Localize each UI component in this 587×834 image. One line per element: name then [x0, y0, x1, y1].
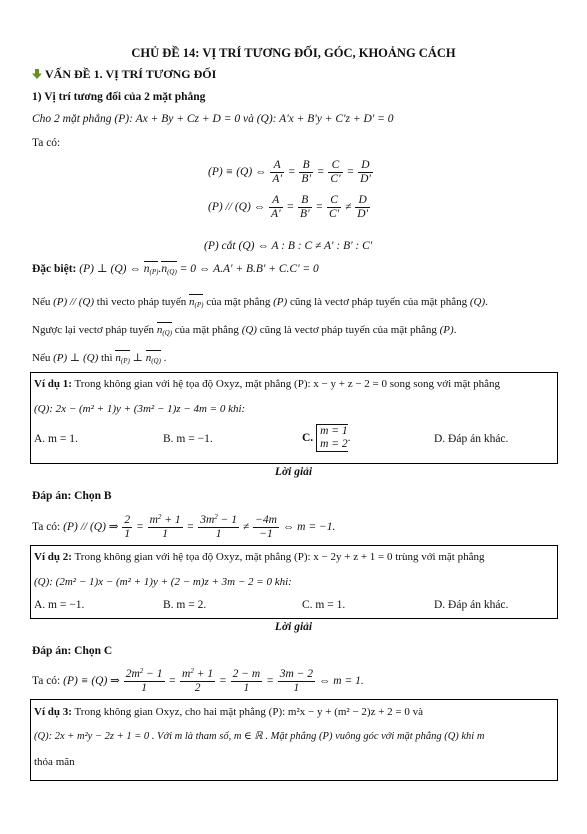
ex2-option-d[interactable]: D. Đáp án khác.: [434, 599, 509, 611]
ex2-option-a[interactable]: A. m = −1.: [34, 599, 85, 611]
chapter-title: CHỦ ĐỀ 14: VỊ TRÍ TƯƠNG ĐỐI, GÓC, KHOẢNG CÁCH: [131, 46, 456, 60]
ex1-option-b[interactable]: B. m = −1.: [163, 433, 213, 445]
arrow-down-icon: [32, 69, 42, 79]
example-2-text-1: Ví dụ 2: Trong không gian với hệ tọa độ Oxyz, mặt phẳng (P): x − 2y + z + 1 = 0 trùng với mặt phẳng: [34, 551, 485, 563]
problem-heading: VẤN ĐỀ 1. VỊ TRÍ TƯƠNG ĐỐI: [32, 67, 216, 81]
ex2-answer: Đáp án: Chọn C: [32, 645, 113, 657]
ex1-option-c-system: m = 1 m = 2: [316, 424, 348, 452]
ex2-work: Ta có: (P) ≡ (Q) ⇒ $\frac{2m^2 - 1}{1}$ = $\frac{m^2 + 1}{2}$ = $\frac{2 - m}{1}$ = $\frac{3m - 2}{1}$ ⇔ m = 1.: [32, 667, 364, 694]
section-heading: 1) Vị trí tương đối của 2 mặt phẳng: [32, 91, 206, 103]
ex2-option-c[interactable]: C. m = 1.: [302, 599, 346, 611]
eq-coincide: (P) ≡ (Q) ⇔ $\frac{A}{A'}$ = $\frac{B}{B'}$ = $\frac{C}{C'}$ = $\frac{D}{D'}$: [208, 159, 371, 185]
example-3-text-1: Ví dụ 3: Trong không gian Oxyz, cho hai mặt phẳng (P): m²x − y + (m² − 2)z + 2 = 0 và: [34, 706, 423, 718]
note-converse: Ngược lại vectơ pháp tuyến $n_{(Q)}$ của mặt phẳng (Q) cũng là vectơ pháp tuyến của mặt phẳng (P).: [32, 324, 457, 337]
example-3-text-2: (Q): 2x + m²y − 2z + 1 = 0 . Với m là tham số, m ∈ ℝ . Mặt phẳng (P) vuông góc với mặt phẳng (Q) khi m: [34, 731, 485, 742]
example-1-text-2: (Q): 2x − (m² + 1)y + (3m² − 1)z − 4m = 0 khi:: [34, 403, 246, 415]
ex2-option-b[interactable]: B. m = 2.: [163, 599, 207, 611]
note-parallel: Nếu (P) // (Q) thì vecto pháp tuyến $n_{(P)}$ của mặt phẳng (P) cũng là vectơ pháp tuyến của mặt phẳng (Q).: [32, 296, 488, 309]
ex1-option-d[interactable]: D. Đáp án khác.: [434, 433, 509, 445]
ex1-option-c[interactable]: C. m = 1 m = 2.: [302, 424, 351, 452]
intro-line: Cho 2 mặt phẳng (P): Ax + By + Cz + D = 0 và (Q): A'x + B'y + C'z + D' = 0: [32, 113, 394, 125]
ex1-answer: Đáp án: Chọn B: [32, 490, 112, 502]
example-1-text-1: Ví dụ 1: Trong không gian với hệ tọa độ Oxyz, mặt phẳng (P): x − y + z − 2 = 0 song song với mặt phẳng: [34, 378, 501, 390]
ex2-solution-title: Lời giải: [274, 621, 313, 633]
note-perpendicular: Nếu (P) ⊥ (Q) thì $n_{(P)}$ ⊥ $n_{(Q)}$ .: [32, 352, 167, 365]
ex1-option-a[interactable]: A. m = 1.: [34, 433, 78, 445]
ta-co: Ta có:: [32, 137, 61, 149]
eq-intersect: (P) cắt (Q) ⇔ A : B : C ≠ A' : B' : C': [204, 240, 373, 252]
ex1-work: Ta có: (P) // (Q) ⇒ $\frac{2}{1}$ = $\frac{m^2 + 1}{1}$ = $\frac{3m^2 - 1}{1}$ ≠ $\frac{-4m}{-1}$ ⇔ m = −1.: [32, 513, 336, 540]
ex1-solution-title: Lời giải: [274, 466, 313, 478]
eq-parallel: (P) // (Q) ⇔ $\frac{A}{A'}$ = $\frac{B}{B'}$ = $\frac{C}{C'}$ ≠ $\frac{D}{D'}$: [208, 194, 369, 220]
special-line: Đặc biệt: (P) ⊥ (Q) ⇔ $n_{(P)}.n_{(Q)} = 0$ ⇔ A.A' + B.B' + C.C' = 0: [32, 263, 319, 276]
example-2-text-2: (Q): (2m² − 1)x − (m² + 1)y + (2 − m)z + 3m − 2 = 0 khi:: [34, 576, 292, 588]
example-3-text-3: thỏa mãn: [34, 756, 75, 768]
